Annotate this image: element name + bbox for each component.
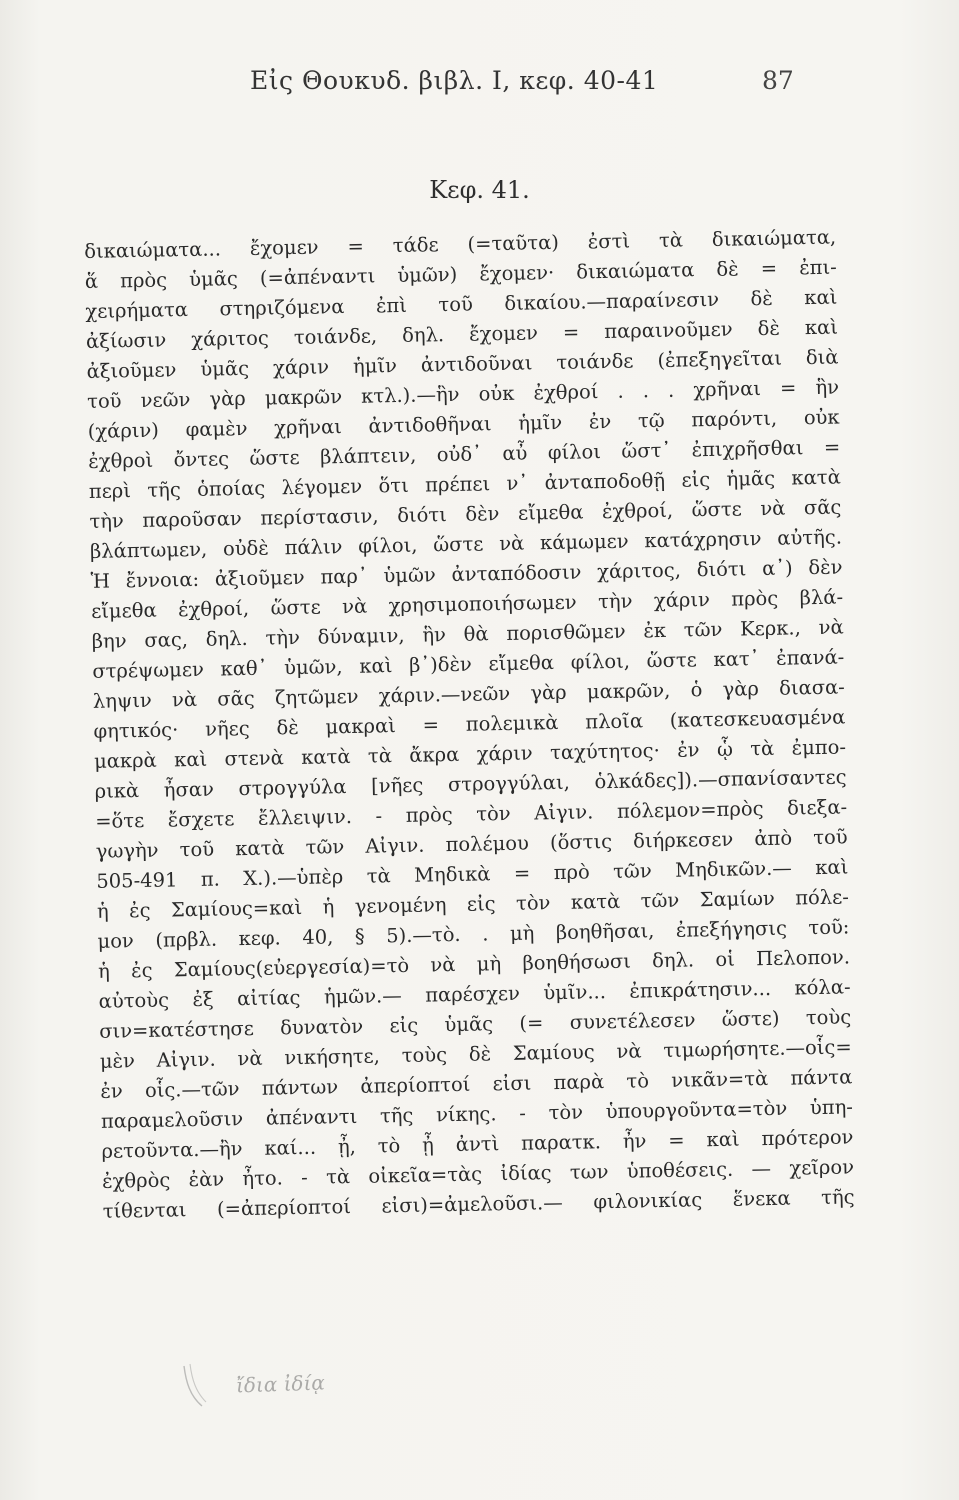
handwritten-annotation — [176, 1362, 396, 1412]
bleed-through-decoration — [60, 142, 820, 172]
text-line: =ὅτε ἔσχετε ἔλλειψιν. - πρὸς τὸν Αἰγιν. πόλεμον=πρὸς διεξα- — [95, 795, 848, 833]
text-line: ἐχθρὸς ἐὰν ἦτο. - τὰ οἰκεῖα=τὰς ἰδίας των ὑποθέσεις. — χεῖρον — [101, 1155, 855, 1193]
text-line: ἐν οἷς.—τῶν πάντων ἀπερίοπτοί εἰσι παρὰ τὸ νικᾶν=τὰ πάντα — [100, 1065, 853, 1103]
running-title: Εἰς Θουκυδ. βιβλ. I, κεφ. 40-41 — [250, 66, 659, 95]
text-line: δικαιώματα... ἔχομεν = τάδε (=ταῦτα) ἐστὶ τὰ δικαιώματα, — [84, 225, 837, 263]
text-line: σιν=κατέστησε δυνατὸν εἰς ὑμᾶς (= συνετέλεσεν ὥστε) τοὺς — [99, 1005, 852, 1043]
text-line: βλάπτωμεν, οὐδὲ πάλιν φίλοι, ὥστε νὰ κάμωμεν κατάχρησιν αὐτῆς. — [89, 525, 843, 563]
text-line: βην σας, δηλ. τὴν δύναμιν, ἣν θὰ πορισθῶμεν ἐκ τῶν Κερκ., νὰ — [91, 615, 844, 653]
page-number: 87 — [762, 66, 794, 95]
text-line: αὐτοὺς ἐξ αἰτίας ἡμῶν.— παρέσχεν ὑμῖν... ἐπικράτησιν... κόλα- — [98, 975, 851, 1013]
text-line: ἡ ἐς Σαμίους(εὐεργεσία)=τὸ νὰ μὴ βοηθήσωσι δηλ. οἱ Πελοπον. — [97, 945, 851, 983]
text-line: ἡ ἐς Σαμίους=καὶ ἡ γενομένη εἰς τὸν κατὰ τῶν Σαμίων πόλε- — [96, 885, 850, 923]
text-line: ἐχθροὶ ὄντες ὥστε βλάπτειν, οὐδ᾽ αὖ φίλοι ὥστ᾽ ἐπιχρῆσθαι = — [88, 435, 841, 473]
text-line: μακρὰ καὶ στενὰ κατὰ τὰ ἄκρα χάριν ταχύτητος· ἐν ᾧ τὰ ἐμπο- — [93, 735, 847, 773]
text-line: χειρήματα στηριζόμενα ἐπὶ τοῦ δικαίου.—παραίνεσιν δὲ καὶ — [85, 285, 838, 323]
text-line: 505-491 π. Χ.).—ὑπὲρ τὰ Μηδικὰ = πρὸ τῶν Μηδικῶν.— καὶ — [96, 855, 849, 893]
chapter-heading: Κεφ. 41. — [429, 176, 530, 204]
text-line: ληψιν νὰ σᾶς ζητῶμεν χάριν.—νεῶν γὰρ μακρῶν, ὁ γὰρ διασα- — [92, 675, 845, 713]
text-line: γωγὴν τοῦ κατὰ τῶν Αἰγιν. πολέμου (ὅστις διήρκεσεν ἀπὸ τοῦ — [95, 825, 848, 863]
text-line: ἀξίωσιν χάριτος τοιάνδε, δηλ. ἔχομεν = παραινοῦμεν δὲ καὶ — [85, 315, 839, 353]
text-line: ἀξιοῦμεν ὑμᾶς χάριν ἡμῖν ἀντιδοῦναι τοιάνδε (ἐπεξηγεῖται διὰ — [86, 345, 839, 383]
text-line: μον (πρβλ. κεφ. 40, § 5).—τὸ. . μὴ βοηθῆσαι, ἐπεξήγησις τοῦ: — [97, 915, 850, 953]
text-line: τίθενται (=ἀπερίοπτοί εἰσι)=ἀμελοῦσι.— φιλονικίας ἕνεκα τῆς — [102, 1185, 855, 1223]
text-line: Ἡ ἔννοια: ἀξιοῦμεν παρ᾽ ὑμῶν ἀνταπόδοσιν χάριτος, διότι α᾽) δὲν — [90, 555, 843, 593]
annotation-text: ἴδια ἰδίᾳ — [235, 1370, 326, 1398]
text-line: φητικός· νῆες δὲ μακραὶ = πολεμικὰ πλοῖα (κατεσκευασμένα — [93, 705, 846, 743]
text-line: παραμελοῦσιν ἀπέναντι τῆς νίκης. - τὸν ὑπουργοῦντα=τὸν ὑπη- — [100, 1095, 854, 1133]
commentary-body — [84, 223, 855, 1257]
text-line: περὶ τῆς ὁποίας λέγομεν ὅτι πρέπει ν᾽ ἀνταποδοθῇ εἰς ἡμᾶς κατὰ — [88, 465, 841, 503]
text-line: τὴν παροῦσαν περίστασιν, διότι δὲν εἴμεθα ἐχθροί, ὥστε νὰ σᾶς — [89, 495, 842, 533]
page-header — [0, 66, 959, 106]
text-line: (χάριν) φαμὲν χρῆναι ἀντιδοθῆναι ἡμῖν ἐν τῷ παρόντι, οὐκ — [87, 405, 840, 443]
text-line: μὲν Αἰγιν. νὰ νικήσητε, τοὺς δὲ Σαμίους νὰ τιμωρήσητε.—οἷς= — [99, 1035, 852, 1073]
text-line: ἅ πρὸς ὑμᾶς (=ἀπέναντι ὑμῶν) ἔχομεν· δικαιώματα δὲ = ἐπι- — [84, 255, 837, 293]
text-line: ρετοῦντα.—ἢν καί... ᾖ, τὸ ᾖ ἀντὶ παρατκ. ἦν = καὶ πρότερον — [101, 1125, 854, 1163]
text-line: εἴμεθα ἐχθροί, ὥστε νὰ χρησιμοποιήσωμεν τὴν χάριν πρὸς βλά- — [90, 585, 844, 623]
text-line: ρικὰ ἦσαν στρογγύλα [νῆες στρογγύλαι, ὁλκάδες]).—σπανίσαντες — [94, 765, 847, 803]
text-line: τοῦ νεῶν γὰρ μακρῶν κτλ.).—ἣν οὐκ ἐχθροί . . . χρῆναι = ἣν — [86, 375, 840, 413]
text-line: στρέψωμεν καθ᾽ ὑμῶν, καὶ β᾽)δὲν εἴμεθα φίλοι, ὥστε κατ᾽ ἐπανά- — [92, 645, 845, 683]
